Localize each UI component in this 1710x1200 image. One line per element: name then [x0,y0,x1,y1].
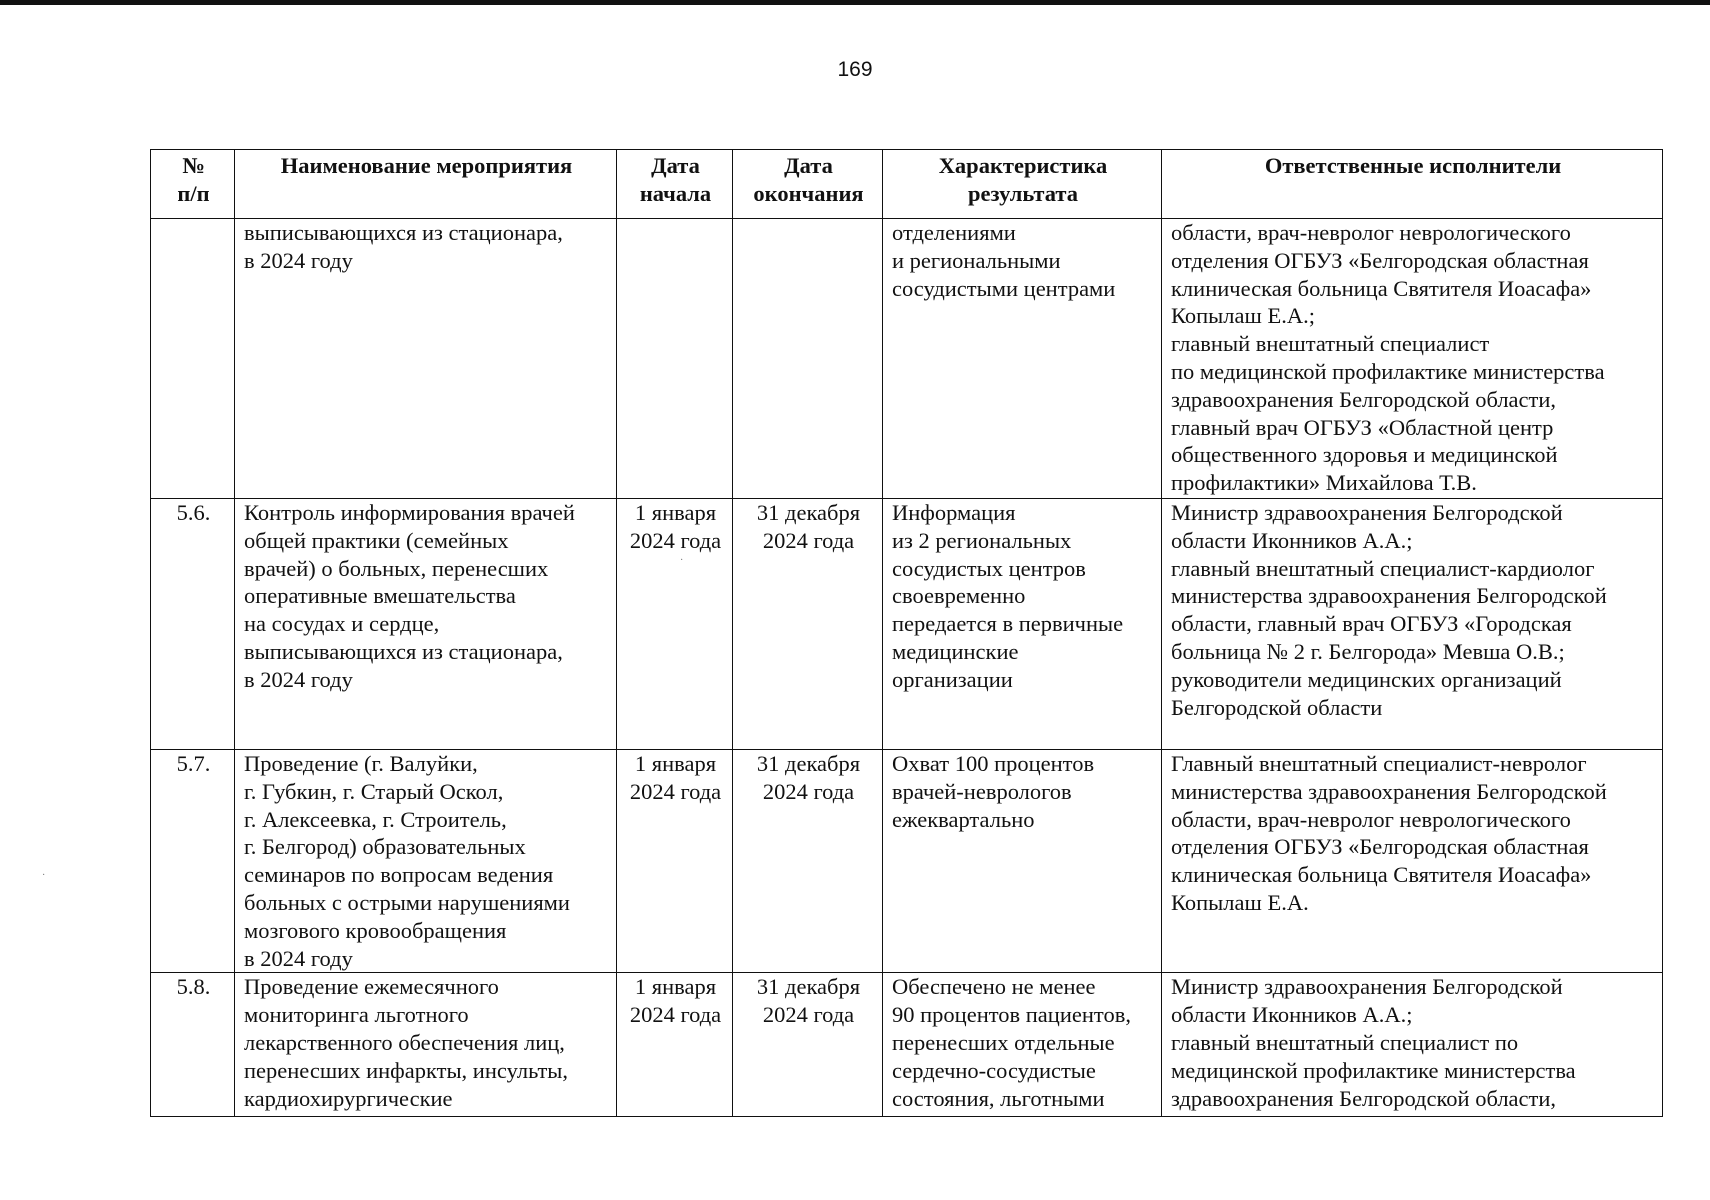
text-line: 31 декабря [756,974,861,1000]
text-line: по медицинской профилактике министерства [1171,358,1605,384]
text-line: оперативные вмешательства [244,583,516,609]
text-line: Министр здравоохранения Белгородской [1171,974,1563,1000]
text-line: Дата [784,153,833,178]
text-line: сердечно-сосудистые [892,1057,1096,1083]
responsible-executors [1162,219,1663,499]
text-line: семинаров по вопросам ведения [244,862,554,888]
text-line: из 2 региональных [892,527,1072,553]
text-line: профилактики» Михайлова Т.В. [1171,470,1477,496]
text-line: 1 января [634,974,717,1000]
text-line: больница № 2 г. Белгорода» Мевша О.В.; [1171,638,1565,664]
text-line: 1 января [634,751,717,776]
text-line: передается в первичные [892,611,1124,637]
text-line: 31 декабря [756,500,861,525]
text-line: общественного здоровья и медицинской [1171,442,1558,468]
text-line: Информация [892,500,1016,525]
activity-name [235,499,617,750]
header-end-date [733,150,883,219]
text-line: лекарственного обеспечения лиц, [244,1029,565,1055]
start-date [617,499,733,750]
responsible-executors [1162,973,1663,1117]
activity-name [235,219,617,499]
page-number: 169 [837,58,873,81]
text-line: больных с острыми нарушениями [244,889,570,915]
text-line: перенесших инфаркты, инсульты, [244,1057,569,1083]
text-line: своевременно [892,583,1026,609]
activities-table [150,149,1663,1117]
table-row [151,499,1663,750]
text-line: здравоохранения Белгородской области, [1171,386,1557,412]
text-line: г. Губкин, г. Старый Оскол, [244,778,504,804]
text-line: главный внештатный специалист по [1171,1029,1519,1055]
text-line: Характеристика [938,153,1108,178]
text-line: медицинские [892,638,1019,664]
text-line: ежеквартально [892,806,1035,832]
text-line: медицинской профилактике министерства [1171,1057,1576,1083]
table-header [151,150,1663,219]
row-number: 5.7. [151,750,235,973]
text-line: г. Алексеевка, г. Строитель, [244,806,507,832]
text-line: № [182,153,205,178]
text-line: отделения ОГБУЗ «Белгородская областная [1171,834,1589,860]
text-line: в 2024 году [244,247,353,273]
text-line: клиническая больница Святителя Иоасафа» [1171,275,1592,301]
text-line: врачей-неврологов [892,778,1072,804]
text-line: отделения ОГБУЗ «Белгородская областная [1171,247,1589,273]
end-date [733,973,883,1117]
text-line: 2024 года [762,778,855,804]
end-date [733,499,883,750]
text-line: министерства здравоохранения Белгородской [1171,583,1607,609]
text-line: 90 процентов пациентов, [892,1002,1131,1028]
text-line: Дата [651,153,700,178]
text-line: общей практики (семейных [244,527,509,553]
text-line: п/п [177,180,210,206]
result-description [883,750,1162,973]
result-description [883,219,1162,499]
text-line: 2024 года [629,527,722,553]
text-line: Копылаш Е.А. [1171,889,1309,915]
header-executors [1162,150,1663,219]
text-line: области Иконников А.А.; [1171,1002,1413,1028]
start-date [617,219,733,499]
text-line: руководители медицинских организаций [1171,666,1562,692]
end-date [733,750,883,973]
text-line: Наименование мероприятия [280,153,573,178]
end-date [733,219,883,499]
text-line: 2024 года [762,527,855,553]
text-line: области, врач-невролог неврологического [1171,220,1571,245]
text-line: г. Белгород) образовательных [244,834,526,860]
text-line: результата [968,180,1078,206]
text-line: сосудистых центров [892,555,1086,581]
text-line: сосудистыми центрами [892,275,1116,301]
header-num [151,150,235,219]
text-line: в 2024 году [244,666,353,692]
text-line: на сосудах и сердце, [244,611,440,637]
result-description [883,973,1162,1117]
table-row [151,219,1663,499]
text-line: состояния, льготными [892,1085,1105,1111]
text-line: отделениями [892,220,1016,245]
header-row [151,150,1663,219]
result-description [883,499,1162,750]
text-line: Белгородской области [1171,694,1383,720]
text-line: 2024 года [629,1002,722,1028]
header-start-date [617,150,733,219]
text-line: области, врач-невролог неврологического [1171,806,1571,832]
activity-name [235,750,617,973]
text-line: 1 января [634,500,717,525]
text-line: Главный внештатный специалист-невролог [1171,751,1587,776]
text-line: Охват 100 процентов [892,751,1095,776]
text-line: начала [639,180,712,206]
text-line: 31 декабря [756,751,861,776]
text-line: Проведение ежемесячного [244,974,499,1000]
row-number: 5.8. [151,973,235,1117]
text-line: перенесших отдельные [892,1029,1115,1055]
text-line: выписывающихся из стационара, [244,220,563,245]
header-result [883,150,1162,219]
text-line: Проведение (г. Валуйки, [244,751,478,776]
text-line: главный внештатный специалист [1171,331,1490,357]
scan-speck: · [680,555,684,566]
text-line: окончания [753,180,864,206]
text-line: 2024 года [762,1002,855,1028]
text-line: области Иконников А.А.; [1171,527,1413,553]
text-line: здравоохранения Белгородской области, [1171,1085,1557,1111]
table-row [151,973,1663,1117]
text-line: Ответственные исполнители [1264,153,1562,178]
scan-top-edge [0,0,1710,5]
responsible-executors [1162,750,1663,973]
responsible-executors [1162,499,1663,750]
text-line: и региональными [892,247,1061,273]
scan-speck: · [42,870,46,881]
text-line: выписывающихся из стационара, [244,638,563,664]
row-number [151,219,235,499]
start-date [617,973,733,1117]
text-line: Обеспечено не менее [892,974,1096,1000]
text-line: Копылаш Е.А.; [1171,303,1315,329]
text-line: организации [892,666,1013,692]
text-line: главный врач ОГБУЗ «Областной центр [1171,414,1554,440]
row-number: 5.6. [151,499,235,750]
text-line: области, главный врач ОГБУЗ «Городская [1171,611,1572,637]
text-line: Контроль информирования врачей [244,500,575,525]
text-line: кардиохирургические [244,1085,453,1111]
text-line: врачей) о больных, перенесших [244,555,549,581]
text-line: Министр здравоохранения Белгородской [1171,500,1563,525]
start-date [617,750,733,973]
text-line: мониторинга льготного [244,1002,469,1028]
text-line: в 2024 году [244,945,353,971]
header-name [235,150,617,219]
text-line: клиническая больница Святителя Иоасафа» [1171,862,1592,888]
table-row [151,750,1663,973]
activity-name [235,973,617,1117]
text-line: главный внештатный специалист-кардиолог [1171,555,1595,581]
text-line: 2024 года [629,778,722,804]
text-line: министерства здравоохранения Белгородской [1171,778,1607,804]
text-line: мозгового кровообращения [244,917,507,943]
